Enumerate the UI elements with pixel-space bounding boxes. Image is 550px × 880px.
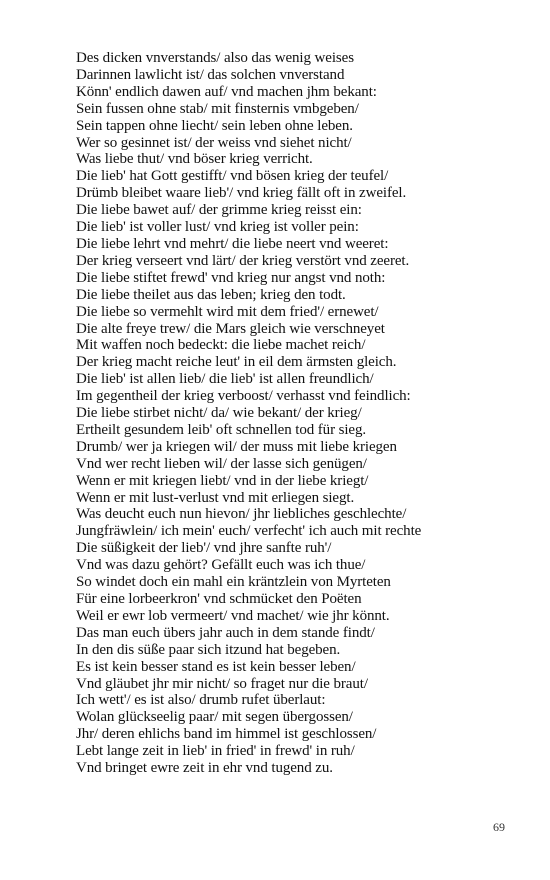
poem-line: Die liebe theilet aus das leben; krieg den todt.: [76, 286, 346, 303]
poem-line: Was liebe thut/ vnd böser krieg verricht.: [76, 151, 313, 168]
poem-line: Die liebe stirbet nicht/ da/ wie bekant/ der krieg/: [76, 405, 362, 422]
poem-line: Ertheilt gesundem leib' oft schnellen tod für sieg.: [76, 421, 367, 438]
poem-line: Ich wett'/ es ist also/ drumb rufet überlaut:: [76, 692, 326, 709]
poem-line: So windet doch ein mahl ein kräntzlein von Myrteten: [76, 574, 391, 591]
poem-line: Vnd wer recht lieben wil/ der lasse sich genügen/: [76, 455, 367, 472]
poem-line: Die liebe so vermehlt wird mit dem fried'/ ernewet/: [76, 303, 379, 320]
poem-line: Jungfräwlein/ ich mein' euch/ verfecht' ich auch mit rechte: [76, 523, 422, 540]
poem-line: Des dicken vnverstands/ also das wenig weises: [76, 50, 354, 66]
poem-line: Könn' endlich dawen auf/ vnd machen jhm bekant:: [76, 83, 377, 100]
poem-line: Wenn er mit lust-verlust vnd mit erliegen siegt.: [76, 489, 355, 506]
poem-line: Vnd gläubet jhr mir nicht/ so fraget nur die braut/: [76, 675, 368, 692]
poem-line: Die liebe lehrt vnd mehrt/ die liebe neert vnd weeret:: [76, 235, 389, 252]
poem-line: Lebt lange zeit in lieb' in fried' in frewd' in ruh/: [76, 743, 355, 760]
poem-line: Die süßigkeit der lieb'/ vnd jhre sanfte ruh'/: [76, 540, 332, 557]
poem-line: Drumb/ wer ja kriegen wil/ der muss mit liebe kriegen: [76, 438, 397, 455]
poem-text: [76, 50, 536, 777]
poem-line: Im gegentheil der krieg verboost/ verhasst vnd feindlich:: [76, 388, 411, 405]
poem-line: Es ist kein besser stand es ist kein besser leben/: [76, 658, 356, 675]
poem-line: In den dis süße paar sich itzund hat begeben.: [76, 641, 341, 658]
poem-line: Was deucht euch nun hievon/ jhr liebliches geschlechte/: [76, 506, 407, 523]
poem-line: Für eine lorbeerkron' vnd schmücket den Poëten: [76, 591, 362, 607]
poem-line: Vnd was dazu gehört? Gefällt euch was ich thue/: [76, 557, 366, 574]
poem-line: Vnd bringet ewre zeit in ehr vnd tugend zu.: [76, 760, 333, 777]
poem-line: Weil er ewr lob vermeert/ vnd machet/ wie jhr könnt.: [76, 607, 390, 624]
poem-line: Sein fussen ohne stab/ mit finsternis vmbgeben/: [76, 100, 359, 117]
poem-line: Die liebe stiftet frewd' vnd krieg nur angst vnd noth:: [76, 269, 386, 286]
poem-line: Sein tappen ohne liecht/ sein leben ohne leben.: [76, 117, 353, 134]
poem-line: Die lieb' ist voller lust/ vnd krieg ist voller pein:: [76, 219, 359, 236]
poem-line: Wolan glückseelig paar/ mit segen übergossen/: [76, 709, 353, 726]
poem-line: Die liebe bawet auf/ der grimme krieg reisst ein:: [76, 202, 362, 219]
poem-line: Die lieb' ist allen lieb/ die lieb' ist allen freundlich/: [76, 371, 374, 388]
page-number: 69: [493, 820, 505, 834]
poem-line: Drümb bleibet waare lieb'/ vnd krieg fällt oft in zweifel.: [76, 185, 407, 202]
poem-line: Der krieg macht reiche leut' in eil dem ärmsten gleich.: [76, 354, 397, 371]
poem-line: Das man euch übers jahr auch in dem stande findt/: [76, 624, 375, 641]
poem-line: Wenn er mit kriegen liebt/ vnd in der liebe kriegt/: [76, 472, 369, 489]
poem-line: Der krieg verseert vnd lärt/ der krieg verstört vnd zeeret.: [76, 252, 410, 269]
poem-line: Die alte freye trew/ die Mars gleich wie verschneyet: [76, 320, 385, 337]
poem-line: Jhr/ deren ehlichs band im himmel ist geschlossen/: [76, 726, 377, 743]
poem-line: Mit waffen noch bedeckt: die liebe machet reich/: [76, 337, 366, 354]
poem-line: Die lieb' hat Gott gestifft/ vnd bösen krieg der teufel/: [76, 168, 389, 185]
poem-line: Wer so gesinnet ist/ der weiss vnd siehet nicht/: [76, 134, 352, 151]
poem-line: Darinnen lawlicht ist/ das solchen vnverstand: [76, 66, 345, 83]
